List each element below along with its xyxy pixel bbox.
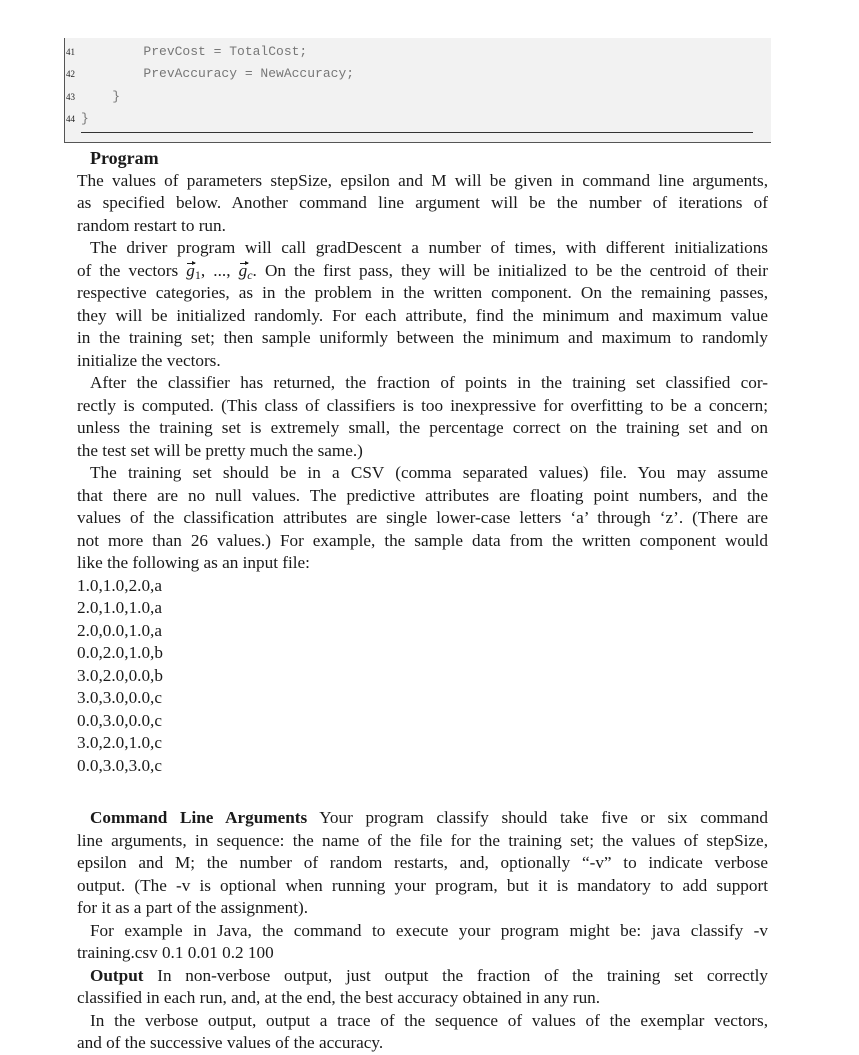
text-line: they will be initialized randomly. For each attribute, find the minimum and maximum value: [77, 305, 768, 325]
csv-line: 1.0,1.0,2.0,a: [77, 575, 162, 595]
vector-arrow-icon: [187, 263, 195, 264]
text-line-vectors: [77, 260, 768, 283]
subscript: c: [247, 267, 253, 282]
code-text: }: [81, 89, 121, 104]
line-number: 41: [66, 47, 75, 57]
csv-line: 3.0,2.0,1.0,c: [77, 733, 162, 752]
code-text: PrevCost = TotalCost;: [81, 44, 308, 59]
text-line: rectly is computed. (This class of classifiers is too inexpressive for overfitting to be a concern;: [77, 395, 768, 415]
text-line: like the following as an input file:: [77, 553, 310, 572]
text: , ...,: [200, 260, 239, 280]
csv-line: 3.0,3.0,0.0,c: [77, 688, 162, 707]
text-line: initialize the vectors.: [77, 350, 221, 370]
text-line: that there are no null values. The predictive attributes are floating point numbers, and the: [77, 485, 768, 505]
code-line: [66, 86, 121, 108]
line-number: 44: [66, 114, 75, 124]
text-line: epsilon and M; the number of random restarts, and, optionally “-v” to indicate verbose: [77, 853, 768, 872]
csv-line: 2.0,0.0,1.0,a: [77, 620, 162, 640]
text-line: not more than 26 values.) For example, the sample data from the written component would: [77, 530, 768, 550]
text: . On the first pass, they will be initialized to be the centroid of their: [252, 260, 768, 280]
code-text: }: [81, 111, 89, 126]
text: In non-verbose output, just output the fraction of the training set correctly: [143, 965, 768, 985]
code-listing: [64, 38, 771, 143]
text-line: [77, 807, 768, 830]
text-line: unless the training set is extremely small, the percentage correct on the training set and on: [77, 418, 768, 437]
text-line: line arguments, in sequence: the name of the file for the training set; the values of stepSize,: [77, 830, 768, 850]
csv-line: 0.0,3.0,0.0,c: [77, 710, 162, 730]
line-number: 43: [66, 92, 75, 102]
vector-arrow-icon: [240, 263, 248, 264]
text-line: [77, 965, 768, 988]
text-line: for it as a part of the assignment).: [77, 898, 309, 917]
text-line: values of the classification attributes are single lower-case letters ‘a’ through ‘z’. (There are: [77, 508, 768, 527]
text-line: The training set should be in a CSV (comma separated values) file. You may assume: [90, 463, 768, 482]
text-line: In the verbose output, output a trace of the sequence of values of the exemplar vectors,: [90, 1010, 768, 1030]
code-text: PrevAccuracy = NewAccuracy;: [81, 66, 355, 81]
vector-g1: [186, 260, 195, 283]
csv-line: 0.0,2.0,1.0,b: [77, 643, 163, 662]
text-line: in the training set; then sample uniformly between the minimum and maximum to randomly: [77, 328, 768, 347]
text: Your program classify should take five or six command: [307, 808, 768, 827]
text-line: the test set will be pretty much the same.): [77, 440, 363, 460]
text-line: output. (The -v is optional when running your program, but it is mandatory to add support: [77, 875, 768, 895]
section-heading-output: Output: [90, 965, 144, 985]
text: of the vectors: [77, 260, 187, 280]
csv-line: 0.0,3.0,3.0,c: [77, 755, 162, 775]
text-line: The values of parameters stepSize, epsilon and M will be given in command line arguments,: [77, 170, 768, 190]
csv-line: 2.0,1.0,1.0,a: [77, 598, 162, 617]
code-line: [66, 63, 355, 85]
text-line: and of the successive values of the accuracy.: [77, 1033, 384, 1052]
text-line: After the classifier has returned, the fraction of points in the training set classified cor-: [90, 373, 768, 392]
text-line: classified in each run, and, at the end, the best accuracy obtained in any run.: [77, 988, 601, 1007]
vector-symbol: g: [186, 260, 195, 280]
section-heading-program: Program: [90, 148, 159, 168]
text-line: The driver program will call gradDescent a number of times, with different initializations: [90, 238, 768, 257]
line-number: 42: [66, 69, 75, 79]
vector-gc: [239, 260, 248, 283]
code-line: [66, 108, 89, 130]
document-body: [77, 147, 768, 1055]
vector-symbol: g: [238, 260, 248, 280]
section-heading-cla: Command Line Arguments: [90, 808, 308, 827]
subscript: 1: [194, 267, 201, 282]
text-line: respective categories, as in the problem in the written component. On the remaining passes,: [77, 283, 768, 302]
text-line: For example in Java, the command to execute your program might be: java classify -v: [90, 920, 768, 940]
code-divider: [81, 132, 753, 133]
csv-line: 3.0,2.0,0.0,b: [77, 665, 163, 685]
text-line: random restart to run.: [77, 215, 226, 235]
text-line: training.csv 0.1 0.01 0.2 100: [77, 943, 274, 962]
code-line: [66, 41, 308, 63]
text-line: as specified below. Another command line argument will be the number of iterations of: [77, 193, 768, 212]
